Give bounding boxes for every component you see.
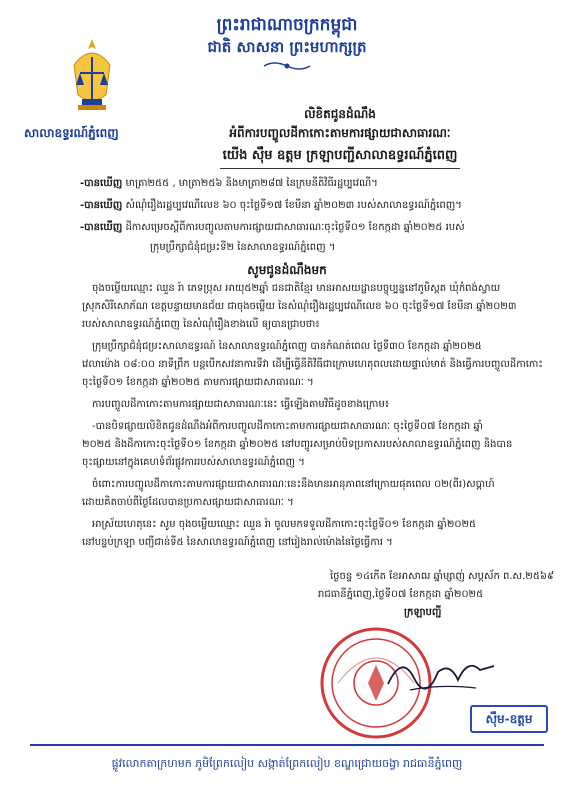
consideration-3-cont: ក្រុមប្រឹក្សាជំនុំជម្រះទី២ នៃសាលាឧទ្ធរណ៍ភ្នំពេញ ។ [150,242,336,253]
court-emblem-icon [60,35,124,125]
body-p1-line3: របស់សាលាឧទ្ធរណ៍ភ្នំពេញ នៃសំណុំរឿងខាងលើ ឲ្យបានជ្រាបថា៖ [82,319,320,330]
consideration-1: -បានឃើញ មាត្រា២៥៥ , មាត្រា២៥៦ និងមាត្រា២៨៧ នៃក្រមនីតិវិធីរដ្ឋប្បវេណី។ [80,178,378,189]
signer-name-box: ស៊ឹម-ឧត្តម [470,705,548,733]
body-p6-line2: នៅបន្ទប់ក្រឡា បញ្ជីជាន់ទី៥ នៃសាលាឧទ្ធរណ៍ភ្នំពេញ នៅរៀងរាល់ម៉ោងនៃថ្ងៃធ្វើការ ។ [82,537,393,548]
national-motto: ជាតិ សាសនា ព្រះមហាក្សត្រ [207,38,367,56]
body-p5-line1: ចំពោះការបញ្ចូលដីកាកោះតាមការផ្សាយជាសាធារណៈនេះនឹងមានអានុភាពនៅក្រោយផុតពេល ០២(ពីរ)សប្តាហ៍ [92,479,495,490]
body-p2-line1: ក្រុមប្រឹក្សាជំនុំជម្រះសាលាឧទ្ធរណ៍ នៃសាលាឧទ្ធរណ៍ភ្នំពេញ បានកំណត់ពេល ថ្ងៃទី៣០ ខែកក្កដា ឆ្នាំ២០២៥ [92,341,482,352]
handwritten-signature [380,640,500,700]
signer-title: ក្រឡាបញ្ជី [404,607,442,618]
footer-divider [30,744,544,746]
document-type: លិខិតជូនដំណឹង [304,107,376,121]
body-p4-line1: -បានបិទផ្សាយលិខិតជូនដំណឹងអំពីការបញ្ចូលដីកាកោះតាមការផ្សាយជាសាធារណៈ ចុះថ្ងៃទី០៧ ខែកក្កដា ឆ្នាំ [92,421,483,432]
consideration-3: -បានឃើញ ដីកាសម្រេចស្តីពីការបញ្ចូលតាមការផ្សាយជាសាធារណៈចុះថ្ងៃទី០១ ខែកក្កដា ឆ្នាំ២០២៥ របស់ [80,222,465,233]
notice-title: សូមជូនដំណឹងមក [247,263,327,277]
body-p3: ការបញ្ចូលដីកាកោះតាមការផ្សាយជាសាធារណៈនេះ ធ្វើឡើងតាមវិធីដូចខាងក្រោម៖ [92,399,390,410]
date-lunar: ថ្ងៃចន្ទ ១៤កើត ខែអាសាឍ ឆ្នាំម្សាញ់ សប្តស័ក ព.ស.២៥៦៩ [330,571,555,582]
body-p4-line3: ចុះផ្សាយនៅក្នុងគេហទំព័រផ្លូវការរបស់សាលាឧទ្ធរណ៍ភ្នំពេញ ។ [82,457,305,468]
body-p2-line2: វេលាម៉ោង ០៨:០០ នាទីព្រឹក បន្តបើកសវនាការទីវា ដើម្បីធ្វើនីតិវិធីជាក្រោមហេតុពលដោយផ្ទាល់មាត់ និងធ្វើការបញ្ចូលដីកាកោះ [82,359,543,370]
body-p5-line2: ដោយគិតចាប់ពីថ្ងៃដែលបានប្រកាសផ្សាយជាសាធារណៈ ។ [82,497,294,508]
body-p2-line3: ចុះថ្ងៃទី០១ ខែកក្កដា ឆ្នាំ២០២៥ តាមការផ្សាយជាសាធារណៈ ។ [82,377,314,388]
kingdom-title: ព្រះរាជាណាចក្រកម្ពុជា [216,15,358,35]
title-underline [220,168,460,169]
document-subject: អំពីការបញ្ចូលដីកាកោះតាមការផ្សាយជាសាធារណៈ [229,126,451,140]
court-name: សាលាឧទ្ធរណ៍ភ្នំពេញ [24,126,119,140]
issuer-line: យើង ស៊ឹម ឧត្តម ក្រឡាបញ្ជីសាលាឧទ្ធរណ៍ភ្នំពេញ [222,148,458,163]
ornament-divider-icon [262,60,312,72]
body-p6-line1: អាស្រ័យហេតុនេះ សូម ចុងចម្លើយឈ្មោះ ឈួន រ៉ា ចូលមកទទួលដីកាកោះចុះថ្ងៃទី០១ ខែកក្កដា ឆ្នាំ២០២៥ [92,519,477,530]
body-p1-line1: ចុងចម្លើយឈ្មោះ ឈួន រ៉ា ភេទប្រុស អាយុ៥២ឆ្នាំ ជនជាតិខ្មែរ មានអាសយដ្ឋានបច្ចុប្បន្ននៅភូមិស្ពត ឃុំកំពង់ស្វាយ [92,283,501,294]
body-p1-line2: ស្រុកសិរីសោភ័ណ ខេត្តបន្ទាយមានជ័យ ជាចុងចម្លើយ នៃសំណុំរឿងរដ្ឋប្បវេណីលេខ ៦០ ចុះថ្ងៃទី១៧ ខែមីនា ឆ្នាំ២០២៣ [82,301,517,312]
date-solar: រាជធានីភ្នំពេញ,ថ្ងៃទី០៧ ខែកក្កដា ឆ្នាំ២០២៥ [318,589,484,600]
body-p4-line2: ២០២៥ និងដីកាកោះចុះថ្ងៃទី០១ ខែកក្កដា ឆ្នាំ២០២៥ នៅបញ្ចូរសម្រាប់បិទប្រកាសរបស់សាលាឧទ្ធរណ៍ភ្នំពេញ និងបាន [82,439,513,450]
footer-address: ផ្លូវលោកតាក្រហមក ភូមិព្រែកលៀប សង្កាត់ព្រែកលៀប ខណ្ឌជ្រោយចង្វា រាជធានីភ្នំពេញ [111,757,463,770]
consideration-2: -បានឃើញ សំណុំរឿងរដ្ឋប្បវេណីលេខ ៦០ ចុះថ្ងៃទី១៧ ខែមីនា ឆ្នាំ២០២៣ របស់សាលាឧទ្ធរណ៍ភ្នំពេញ។ [80,200,462,211]
